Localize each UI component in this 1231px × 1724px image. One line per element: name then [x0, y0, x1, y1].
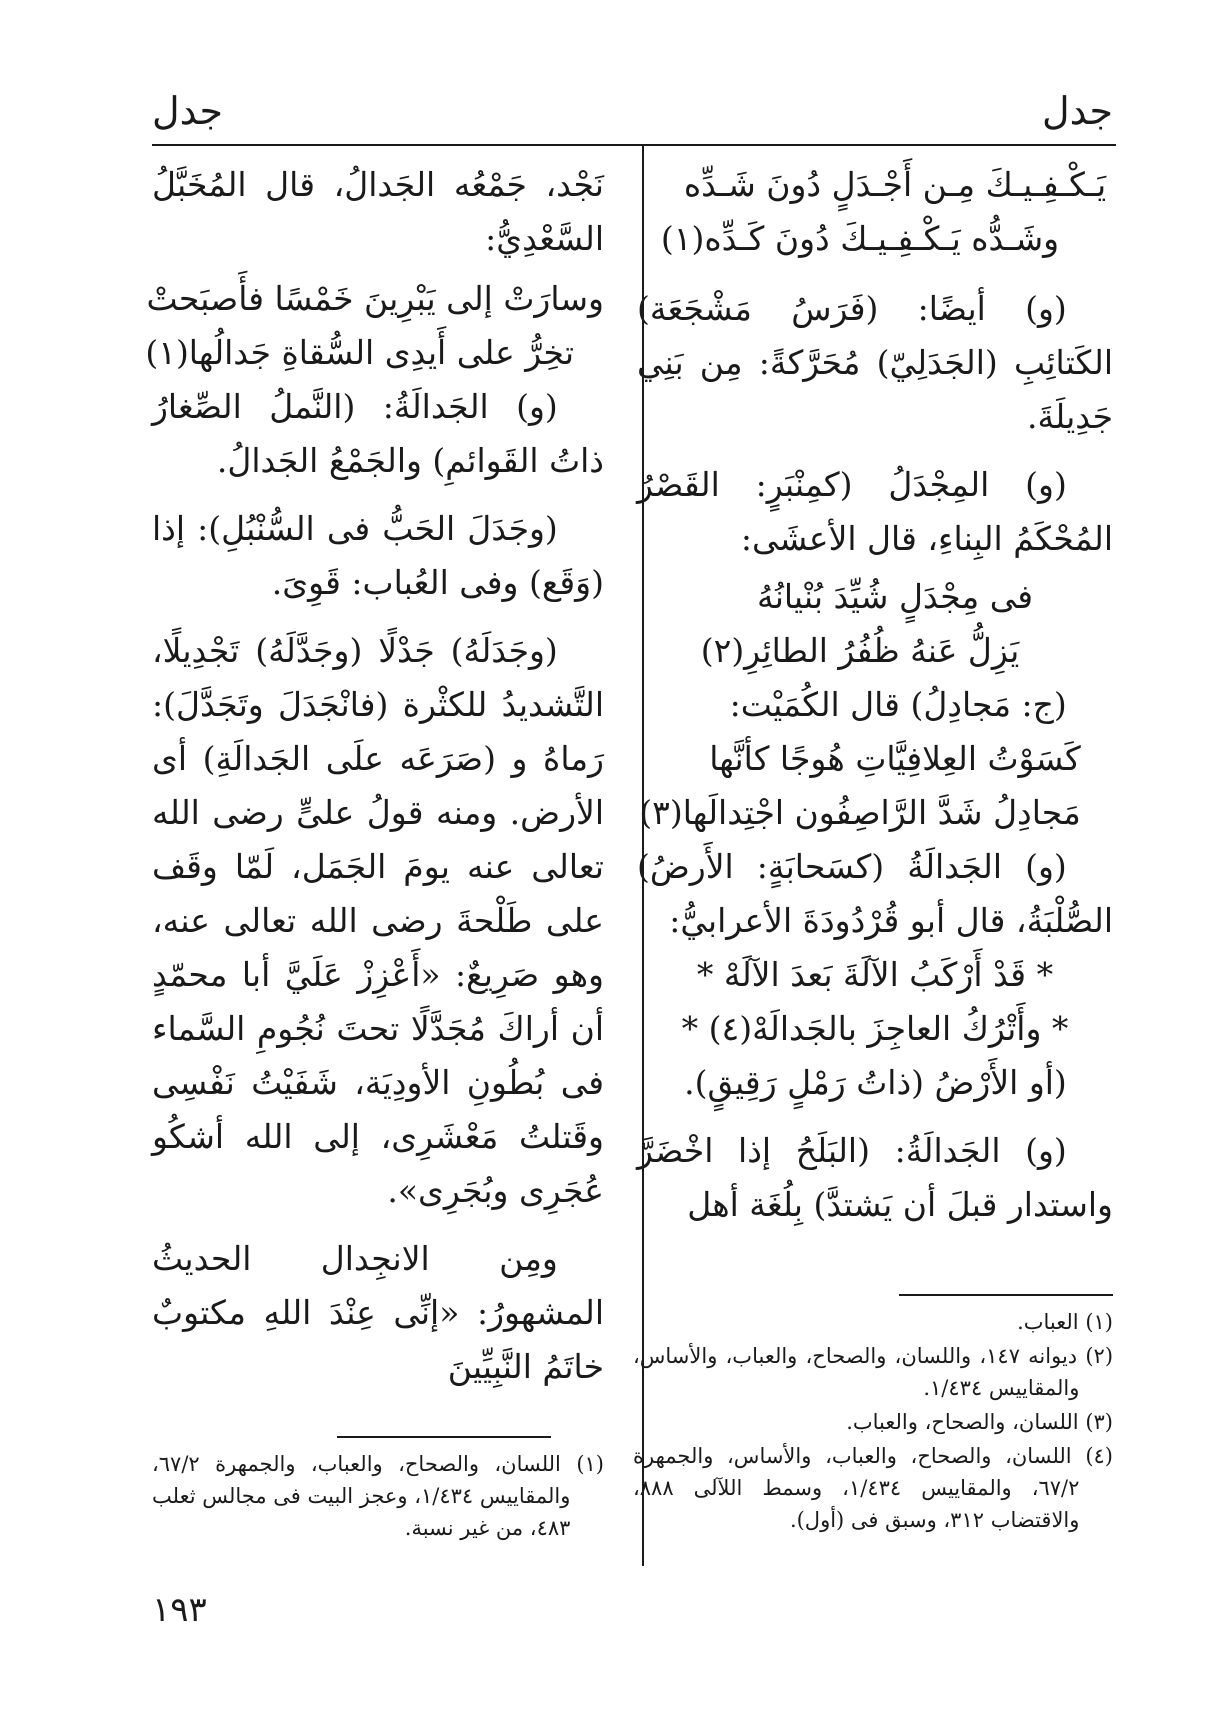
running-head-left: جدل — [152, 89, 224, 133]
entry-paragraph: (و) الجَدالَةُ (كسَحابَةٍ: الأَرضُ) الصُّلْبَةُ، قال أبو قُرْدُودَةَ الأعرابيُّ: — [637, 847, 1113, 940]
footnotes-left — [152, 1448, 604, 1546]
verse-line: وسارَتْ إلى يَبْرِينَ خَمْسًا فأَصبَحتْ — [146, 279, 604, 318]
entry-paragraph: (و) الجَدالَةُ: (البَلَحُ إذا اخْضَرَّ واستدار قبلَ أن يَشتدَّ) بِلُغَة أهل — [637, 1131, 1113, 1224]
entry-paragraph: نَجْد، جَمْعُه الجَدالُ، قال المُخَبَّلُ السَّعْدِيُّ: — [152, 165, 604, 258]
verse-line: مَجادِلُ شَدَّ الرَّاصِفُون اجْتِدالَها(٣) — [639, 793, 1081, 832]
entry-paragraph: (و) أيضًا: (فَرَسُ مَشْجَعَة) الكَتائِبِ (الجَدَلِيّ) مُحَرَّكةً: مِن بَنِي جَدِيلَةَ. — [637, 289, 1113, 436]
footnote: (٢) ديوانه ١٤٧، واللسان، والصحاح، والعباب، والأساس، والمقاييس ١/٤٣٤. — [633, 1344, 1114, 1400]
verse-line: فى مِجْدَلٍ شُيِّدَ بُنْيانُهُ — [757, 577, 1033, 616]
footnote: (١) العباب. — [1017, 1310, 1113, 1334]
verse-line: وشَـدُّه يَـكْـفِـيـكَ دُونَ كَـدِّه(١) — [660, 219, 1060, 258]
verse-line: * وأَتْرُكُ العاجِزَ بالجَدالَهْ(٤) * — [681, 1009, 1069, 1048]
entry-paragraph: (ج: مَجادِلُ) قال الكُمَيْت: — [729, 685, 1067, 724]
entry-paragraph: (و) المِجْدَلُ (كمِنْبَرٍ: القَصْرُ المُحْكَمُ البِناءِ، قال الأعشَى: — [637, 465, 1113, 558]
entry-paragraph: ومِن الانجِدال الحديثُ المشهورُ: «إنِّى عِنْدَ اللهِ مكتوبٌ خاتَمُ النَّبِيِّينَ — [152, 1239, 604, 1386]
footnote-rule-right — [899, 1294, 1113, 1296]
entry-paragraph: (وجَدَلَهُ) جَدْلًا (وجَدَّلَهُ) تَجْدِيلًا، التَّشديدُ للكثْرة (فانْجَدَلَ وتَجَدَّلَ): رَماهُ و (صَرَعَه علَى الجَدالَةِ) أى الأرض. ومنه قولُ علىٍّ رضى الله تعالى عنه يومَ الجَمَل، لَمّا وقَف على طَلْحةَ رضى الله تعالى عنه، وهو صَرِيعٌ: «أَعْزِزْ عَلَيَّ أبا محمّدٍ أن أراكَ مُجَدَّلًا تحتَ نُجُومِ السَّماء فى بُطُونِ الأودِيَة، شَفَيْتُ نَفْسِى وقَتلتُ مَعْشَرِى، إلى الله أشكُو عُجَرِى وبُجَرِى». — [152, 631, 604, 1210]
footnote: (٤) اللسان، والصحاح، والعباب، والأساس، والجمهرة ٦٧/٢، والمقاييس ١/٤٣٤، وسمط اللآلى ٨٨٨، والاقتضاب ٣١٢، وسبق فى (أول). — [633, 1444, 1113, 1532]
footnotes-right — [633, 1306, 1113, 1538]
verse-line: كَسَوْتُ العِلافِيَّاتِ هُوجًا كأنَّها — [709, 739, 1081, 778]
running-head-right: جدل — [1041, 89, 1113, 133]
verse-line: يَزِلُّ عَنهُ ظُفُرُ الطائِرِ(٢) — [700, 631, 1020, 670]
footnote: (١) اللسان، والصحاح، والعباب، والجمهرة ٦٧/٢، والمقاييس ١/٤٣٤، وعجز البيت فى مجالس ثعلب ٤٨٣، من غير نسبة. — [152, 1452, 604, 1540]
footnote: (٣) اللسان، والصحاح، والعباب. — [846, 1410, 1113, 1434]
footnote-rule-left — [337, 1436, 551, 1438]
entry-paragraph: (وجَدَلَ الحَبُّ فى السُّنْبُلِ): إذا (وَقَع) وفى العُباب: قَوِىَ. — [152, 509, 604, 602]
verse-line: * قَدْ أَرْكَبُ الآلَةَ بَعدَ الآلَهْ * — [696, 955, 1054, 994]
entry-paragraph: (و) الجَدالَةُ: (النَّملُ الصِّغارُ ذاتُ القَوائمِ) والجَمْعُ الجَدالُ. — [152, 387, 604, 480]
right-column — [637, 158, 1113, 1246]
left-column — [145, 158, 604, 1408]
verse-line: تخِرُّ على أَيدِى السُّقاةِ جَدالُها(١) — [145, 333, 574, 372]
entry-paragraph: (أو الأَرْضُ (ذاتُ رَمْلٍ رَقِيقٍ). — [684, 1063, 1067, 1102]
page-number: ١٩٣ — [152, 1590, 207, 1630]
verse-line: يَـكْـفِـيـكَ مِـن أَجْـدَلٍ دُونَ شَـدِّه — [683, 165, 1107, 204]
header-rule — [152, 144, 1116, 146]
